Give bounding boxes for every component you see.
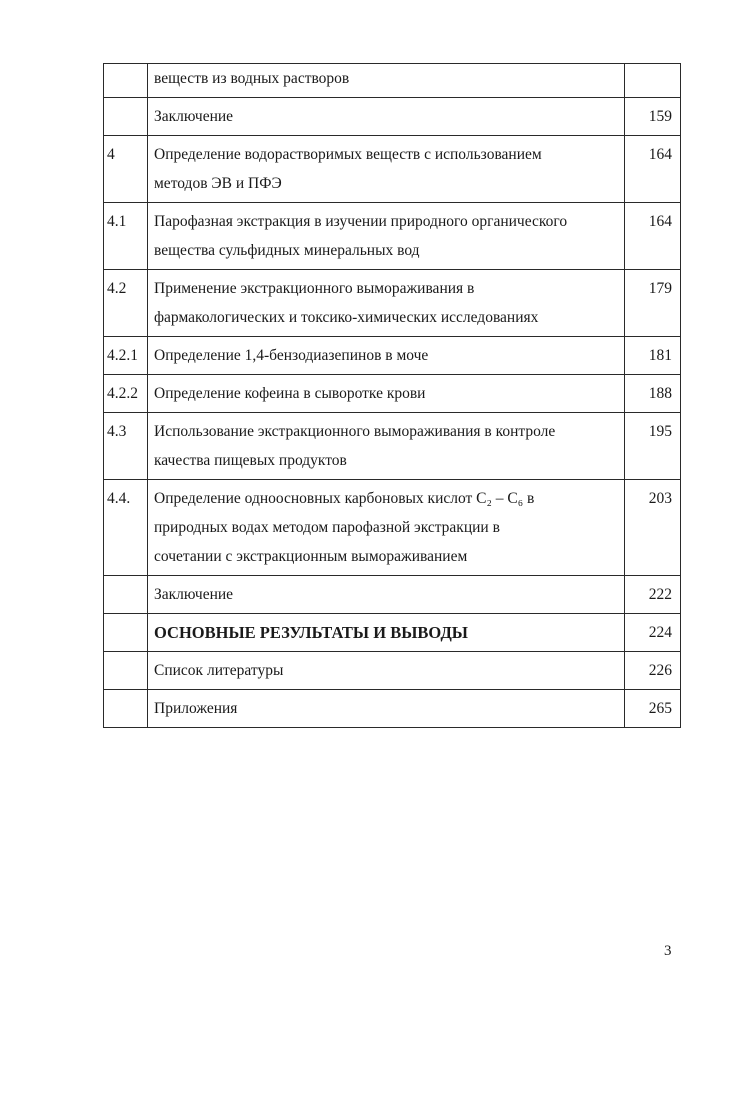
toc-row xyxy=(104,203,681,270)
toc-row xyxy=(104,413,681,480)
section-title xyxy=(148,614,625,652)
section-page: 222 xyxy=(625,576,681,614)
toc-row xyxy=(104,614,681,652)
section-page: 159 xyxy=(625,98,681,136)
section-title xyxy=(148,413,625,480)
section-number xyxy=(104,652,148,690)
toc-row xyxy=(104,480,681,576)
section-title-line: Парофазная экстракция в изучении природного органического xyxy=(154,213,568,230)
toc-row xyxy=(104,652,681,690)
page-number: 3 xyxy=(664,943,672,959)
section-title-line: Заключение xyxy=(154,108,234,125)
toc-row xyxy=(104,576,681,614)
section-title xyxy=(148,652,625,690)
toc-row xyxy=(104,375,681,413)
section-number: 4.3 xyxy=(104,413,148,480)
section-title-line: природных водах методом парофазной экстракции в xyxy=(154,519,500,536)
section-title-line: веществ из водных растворов xyxy=(154,70,350,87)
toc-row xyxy=(104,690,681,728)
section-title-line: методов ЭВ и ПФЭ xyxy=(154,175,282,192)
section-title xyxy=(148,576,625,614)
section-title-line: качества пищевых продуктов xyxy=(154,452,347,469)
section-title-line: фармакологических и токсико-химических исследованиях xyxy=(154,309,539,326)
section-number xyxy=(104,690,148,728)
section-number: 4.2 xyxy=(104,270,148,337)
section-title-line: Определение одноосновных карбоновых кислот C₂ – C₆ в xyxy=(154,490,535,507)
section-title xyxy=(148,375,625,413)
section-title-line: Заключение xyxy=(154,586,234,603)
section-title-line: сочетании с экстракционным вымораживанием xyxy=(154,548,468,565)
section-title-line: Приложения xyxy=(154,700,238,717)
section-title xyxy=(148,480,625,576)
section-number xyxy=(104,98,148,136)
section-title-line: Список литературы xyxy=(154,662,284,679)
section-number: 4.2.1 xyxy=(104,337,148,375)
section-title-line: Применение экстракционного вымораживания в xyxy=(154,280,475,297)
section-number: 4 xyxy=(104,136,148,203)
section-page: 164 xyxy=(625,136,681,203)
section-title xyxy=(148,64,625,98)
section-page: 164 xyxy=(625,203,681,270)
section-title xyxy=(148,203,625,270)
section-title-line: Определение 1,4-бензодиазепинов в моче xyxy=(154,347,429,364)
toc-row xyxy=(104,98,681,136)
section-title-line: Определение кофеина в сыворотке крови xyxy=(154,385,426,402)
section-title xyxy=(148,270,625,337)
section-title-line: ОСНОВНЫЕ РЕЗУЛЬТАТЫ И ВЫВОДЫ xyxy=(154,623,468,642)
table-of-contents xyxy=(103,63,681,728)
section-number: 4.1 xyxy=(104,203,148,270)
section-page: 226 xyxy=(625,652,681,690)
section-number xyxy=(104,64,148,98)
section-number: 4.4. xyxy=(104,480,148,576)
toc-row xyxy=(104,337,681,375)
section-page xyxy=(625,64,681,98)
section-title xyxy=(148,136,625,203)
section-page: 224 xyxy=(625,614,681,652)
section-page: 195 xyxy=(625,413,681,480)
toc-row xyxy=(104,64,681,98)
section-number xyxy=(104,576,148,614)
section-page: 179 xyxy=(625,270,681,337)
section-page: 181 xyxy=(625,337,681,375)
section-number xyxy=(104,614,148,652)
toc-row xyxy=(104,270,681,337)
section-title xyxy=(148,98,625,136)
section-title-line: Использование экстракционного вымораживания в контроле xyxy=(154,423,556,440)
section-title-line: вещества сульфидных минеральных вод xyxy=(154,242,420,259)
section-title xyxy=(148,337,625,375)
section-title xyxy=(148,690,625,728)
section-page: 203 xyxy=(625,480,681,576)
section-number: 4.2.2 xyxy=(104,375,148,413)
section-page: 265 xyxy=(625,690,681,728)
section-page: 188 xyxy=(625,375,681,413)
toc-row xyxy=(104,136,681,203)
section-title-line: Определение водорастворимых веществ с использованием xyxy=(154,146,542,163)
